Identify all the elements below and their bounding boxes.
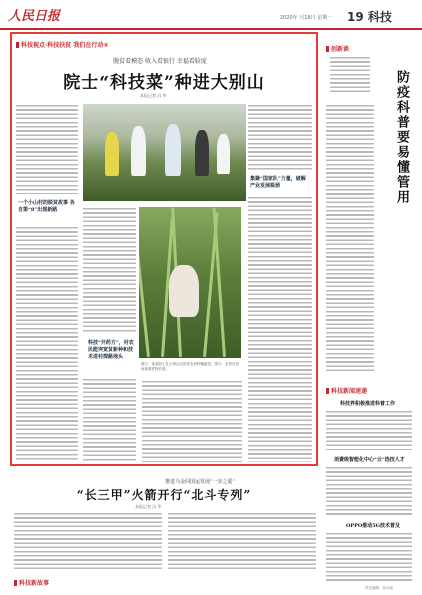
brief-headline-3: OPPO推动5G技术普及	[346, 523, 400, 529]
body-text-column	[248, 104, 312, 172]
photo-caption: 图①：某某院士在大别山区指导农民种植蔬菜。图②：农民在田间查看作物长势。	[141, 362, 239, 371]
subhead-2: 集聚“国家队”力量，破解产业发展瓶颈	[250, 176, 306, 189]
subhead-1: 一个小山村的脱贫故事 各自第“8”出现新路	[18, 200, 75, 213]
body-text-column	[16, 104, 78, 194]
brief-headline-1: 科技界积极推进科普工作	[340, 401, 396, 407]
subhead-3: 科技“开药方”，村农民能突宽贫新种和技术进村探路地头	[88, 340, 134, 360]
commentary-headline: 防疫科普要易懂管用	[394, 70, 409, 205]
body-text-column	[83, 207, 136, 332]
body-text-column	[330, 56, 370, 92]
brief-headline-2: 消费级智能化中心“云”选技人才	[334, 457, 405, 463]
section-marker-icon	[326, 46, 329, 52]
main-story-section-label: 科技视点·科技扶贫 我们在行动④	[16, 40, 108, 49]
body-text-column	[326, 410, 412, 450]
section-marker-icon	[14, 580, 17, 586]
greenhouse-photo	[83, 104, 246, 201]
body-text-column	[326, 532, 412, 582]
right-section-label-b: 科技新闻速递	[326, 386, 367, 395]
main-story-byline: 本报记者 冯 华	[140, 93, 167, 98]
section-marker-icon	[326, 388, 329, 394]
main-story-headline: 院士“科技菜”种进大别山	[63, 73, 265, 93]
page-number: 19 科技	[347, 10, 392, 24]
field-photo	[139, 207, 241, 358]
masthead	[0, 0, 422, 30]
body-text-column	[326, 104, 374, 374]
bottom-story-kicker: 推进马金回国运发展“一步之遥”	[164, 479, 236, 485]
issue-date: 2020年 月18日 星期一	[280, 15, 333, 21]
bottom-section-label: 科技新故事	[14, 578, 49, 587]
body-text-column	[168, 512, 316, 572]
main-story-kicker: 脱贫看模态 收入看银行 幸福看脸庞	[113, 58, 207, 65]
body-text-column	[248, 196, 312, 462]
right-section-label-a: 创新谈	[326, 44, 349, 53]
body-text-column	[142, 380, 242, 462]
newspaper-logo: 人民日报	[8, 9, 61, 24]
bottom-story-headline: “长三甲”火箭开行“北斗专列”	[76, 488, 252, 502]
bottom-story-byline: 本报记者 冯 华	[135, 504, 162, 509]
body-text-column	[14, 512, 162, 572]
body-text-column	[326, 466, 412, 516]
section-marker-icon	[16, 42, 19, 48]
editor-credit: 责任编辑：刘诗瑶	[365, 586, 393, 590]
body-text-column	[83, 378, 136, 462]
body-text-column	[16, 226, 78, 462]
